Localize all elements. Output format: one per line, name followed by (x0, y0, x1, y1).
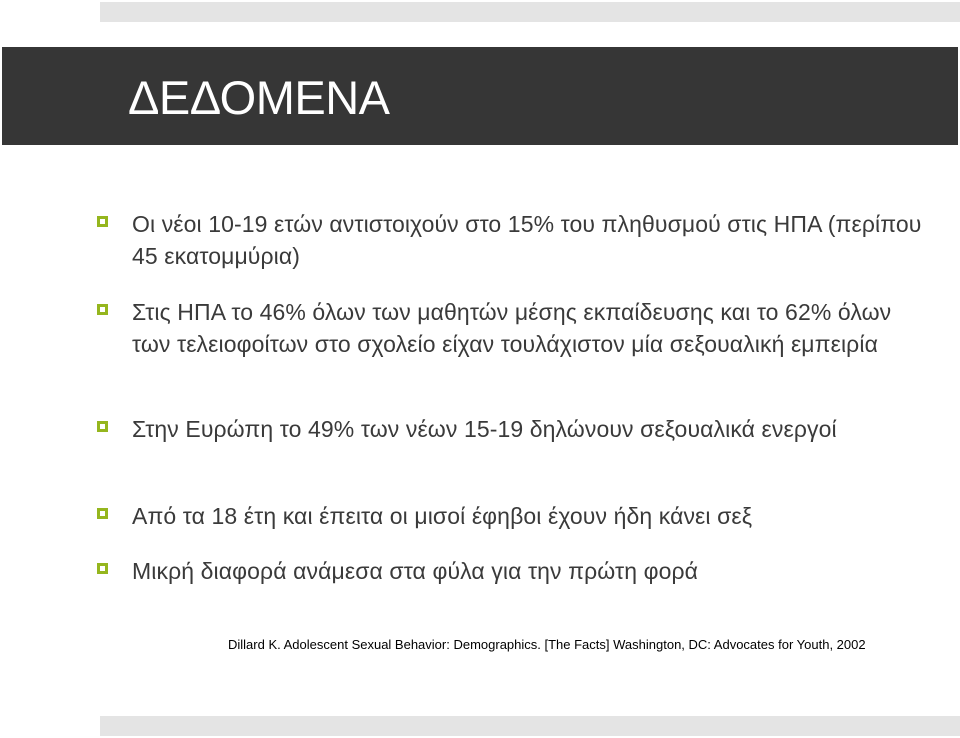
square-bullet-icon (97, 304, 108, 315)
square-bullet-icon (97, 216, 108, 227)
bullet-text: Στην Ευρώπη το 49% των νέων 15-19 δηλώνουν σεξουαλικά ενεργοί (132, 416, 837, 442)
bullet-text: Στις ΗΠΑ το 46% όλων των μαθητών μέσης εκπαίδευσης και το 62% όλων των τελειοφοίτων στο σχολείο είχαν τουλάχιστον μία σεξουαλική εμπειρία (132, 299, 892, 357)
bullet-text: Μικρή διαφορά ανάμεσα στα φύλα για την πρώτη φορά (132, 558, 699, 584)
slide-title: ΔΕΔΟΜΕΝΑ (128, 71, 390, 124)
bullet-text: Από τα 18 έτη και έπειτα οι μισοί έφηβοι έχουν ήδη κάνει σεξ (132, 503, 753, 529)
citation: Dillard K. Adolescent Sexual Behavior: Demographics. [The Facts] Washington, DC: Advocates for Youth, 2002 (228, 637, 866, 652)
square-bullet-icon (97, 508, 108, 519)
square-bullet-icon (97, 421, 108, 432)
bullet-text: Οι νέοι 10-19 ετών αντιστοιχούν στο 15% του πληθυσμού στις ΗΠΑ (περίπου 45 εκατομμύρια) (132, 211, 922, 269)
bottom-decor-strip (100, 716, 960, 736)
square-bullet-icon (97, 563, 108, 574)
